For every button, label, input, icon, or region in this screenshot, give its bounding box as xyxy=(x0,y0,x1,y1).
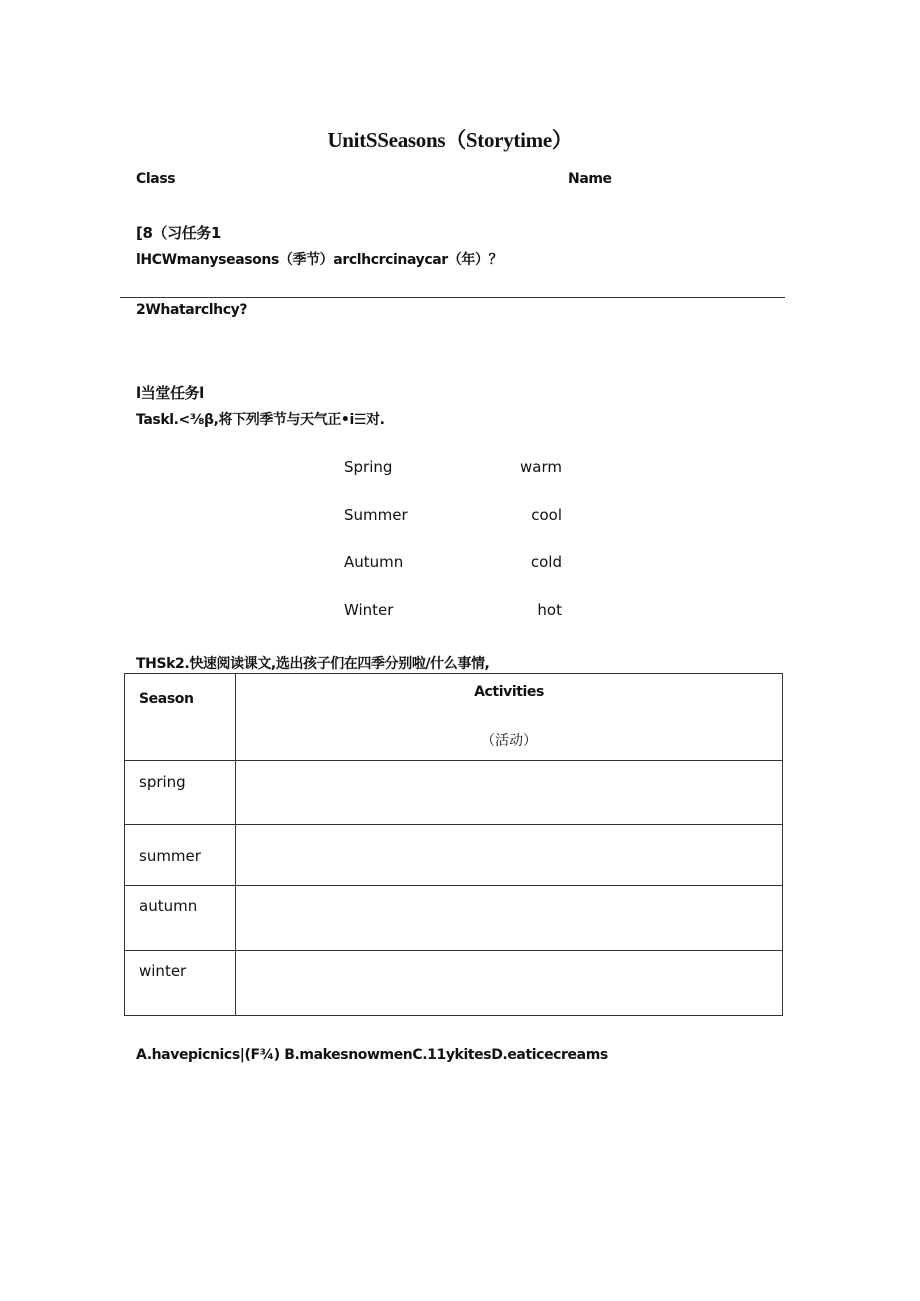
table-row xyxy=(125,825,783,886)
table-header-row xyxy=(125,674,783,761)
classroom-heading: l当堂任务l xyxy=(136,384,204,402)
activities-table xyxy=(124,673,783,1016)
table-row xyxy=(125,951,783,1016)
table-row xyxy=(125,761,783,825)
table-row xyxy=(125,886,783,951)
header-activities: Activities xyxy=(474,684,544,700)
activity-cell-spring[interactable] xyxy=(236,761,783,825)
preview-heading: [8（习任务1 xyxy=(136,224,221,242)
header-season-cell xyxy=(125,674,236,761)
season-autumn: Autumn xyxy=(344,553,404,571)
row-season-autumn: autumn xyxy=(139,897,198,915)
season-spring: Spring xyxy=(344,458,393,476)
weather-warm: warm xyxy=(520,458,562,476)
weather-cold: cold xyxy=(530,553,562,571)
weather-cool: cool xyxy=(531,506,562,524)
activity-cell-autumn[interactable] xyxy=(236,886,783,951)
task1-instruction: Taskl.<⅜β,将下列季节与天气正•i☰对. xyxy=(136,412,385,428)
season-summer: Summer xyxy=(344,506,408,524)
weather-hot: hot xyxy=(537,601,562,619)
name-label: Name xyxy=(568,171,612,187)
task2-instruction: THSk2.快速阅读课文,选出孩子们在四季分别啦/什么事情, xyxy=(136,656,490,672)
header-activities-cn: （活动） xyxy=(481,733,537,749)
row-season-spring: spring xyxy=(139,773,186,791)
season-winter: Winter xyxy=(344,601,394,619)
activity-cell-winter[interactable] xyxy=(236,951,783,1016)
row-season-winter: winter xyxy=(139,962,187,980)
activity-cell-summer[interactable] xyxy=(236,825,783,886)
question-2: 2Whatarclhcy? xyxy=(136,302,248,318)
activity-options: A.havepicnics|(F¾) B.makesnowmenC.11ykitesD.eaticecreams xyxy=(136,1047,608,1063)
class-label: Class xyxy=(136,171,176,187)
page-title: UnitSSeasons（Storytime） xyxy=(327,128,573,152)
row-season-summer: summer xyxy=(139,847,201,865)
header-activities-cell xyxy=(236,674,783,761)
answer-line xyxy=(120,297,785,298)
header-season: Season xyxy=(139,691,194,707)
question-1: lHCWmanyseasons（季节）arclhcrcinaycar（年）？ xyxy=(136,252,503,268)
